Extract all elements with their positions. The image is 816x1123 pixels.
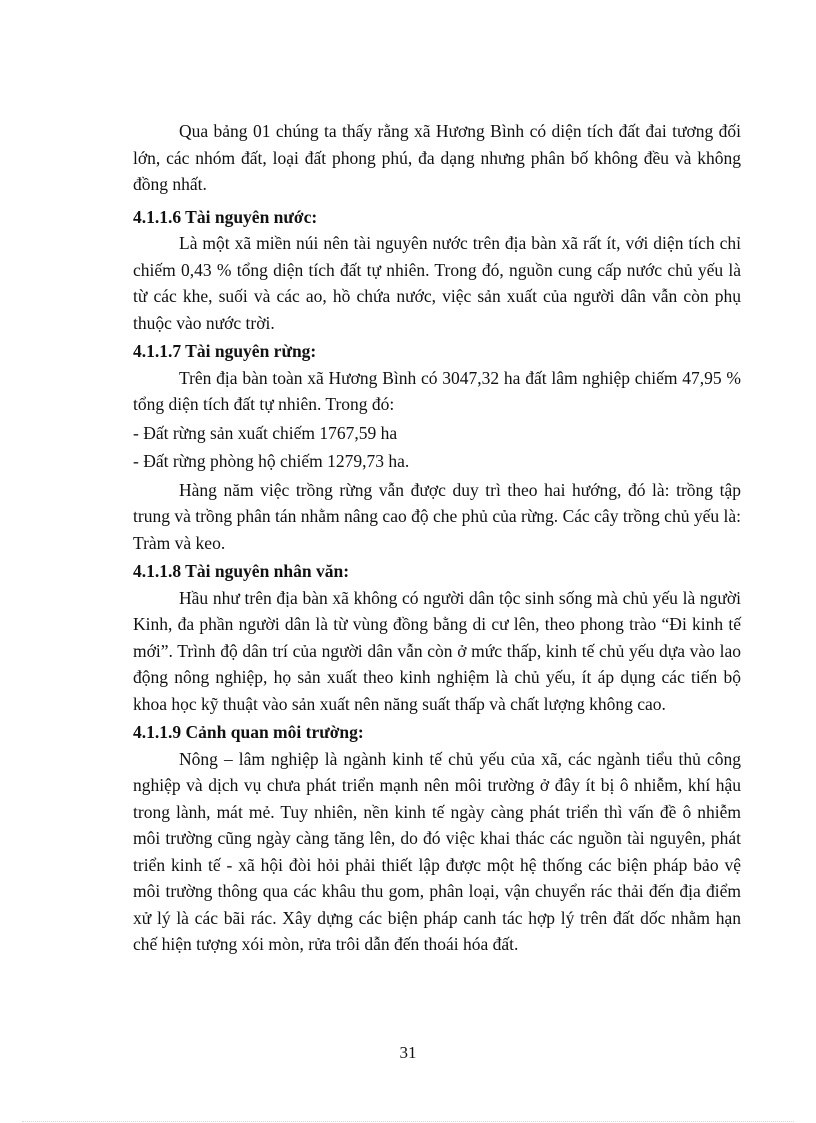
list-item-protection-forest: - Đất rừng phòng hộ chiếm 1279,73 ha. [133,451,410,471]
heading-human-resources: 4.1.1.8 Tài nguyên nhân văn: [133,561,350,581]
paragraph-forest-resources: Trên địa bàn toàn xã Hương Bình có 3047,32 ha đất lâm nghiệp chiếm 47,95 % tổng diện tích đất tự nhiên. Trong đó: [133,367,741,414]
paragraph-human-resources: Hầu như trên địa bàn xã không có người dân tộc sinh sống mà chủ yếu là người Kinh, đa phần người dân là từ vùng đồng bằng di cư lên, theo phong trào “Đi kinh tế mới”. Trình độ dân trí của người dân vẫn còn ở mức thấp, kinh tế chủ yếu dựa vào lao động nông nghiệp, họ sản xuất theo kinh nghiệm là chủ yếu, ít áp dụng các tiến bộ khoa học kỹ thuật vào sản xuất nên năng suất thấp và chất lượng không cao. [133,587,741,714]
heading-forest-resources: 4.1.1.7 Tài nguyên rừng: [133,341,317,361]
page-bottom-divider [22,1121,794,1122]
paragraph-land-summary: Qua bảng 01 chúng ta thấy rằng xã Hương Bình có diện tích đất đai tương đối lớn, các nhóm đất, loại đất phong phú, đa dạng nhưng phân bố không đều và không đồng nhất. [133,121,741,194]
list-item-production-forest: - Đất rừng sản xuất chiếm 1767,59 ha [133,422,398,443]
document-body [133,118,741,958]
paragraph-forest-planting: Hàng năm việc trồng rừng vẫn được duy trì theo hai hướng, đó là: trồng tập trung và trồng phân tán nhằm nâng cao độ che phủ của rừng. Các cây trồng chủ yếu là: Tràm và keo. [133,479,741,553]
heading-environment: 4.1.1.9 Cảnh quan môi trường: [133,722,364,742]
heading-water-resources: 4.1.1.6 Tài nguyên nước: [133,206,318,227]
paragraph-water-resources: Là một xã miền núi nên tài nguyên nước trên địa bàn xã rất ít, với diện tích chỉ chiếm 0,43 % tổng diện tích đất tự nhiên. Trong đó, nguồn cung cấp nước chủ yếu là từ các khe, suối và các ao, hồ chứa nước, việc sản xuất của người dân vẫn còn phụ thuộc vào nước trời. [133,233,741,333]
page-number: 31 [399,1043,417,1062]
paragraph-environment: Nông – lâm nghiệp là ngành kinh tế chủ yếu của xã, các ngành tiểu thủ công nghiệp và dịch vụ chưa phát triển mạnh nên môi trường ở đây ít bị ô nhiễm, khí hậu trong lành, mát mẻ. Tuy nhiên, nền kinh tế ngày càng phát triển thì vấn đề ô nhiễm môi trường cũng ngày càng tăng lên, do đó việc khai thác các nguồn tài nguyên, phát triển kinh tế - xã hội đòi hỏi phải thiết lập được một hệ thống các biện pháp bảo vệ môi trường thông qua các khâu thu gom, phân loại, vận chuyển rác thải đến địa điểm xử lý là các bãi rác. Xây dựng các biện pháp canh tác hợp lý trên đất dốc nhằm hạn chế hiện tượng xói mòn, rửa trôi dẫn đến thoái hóa đất. [133,748,741,954]
